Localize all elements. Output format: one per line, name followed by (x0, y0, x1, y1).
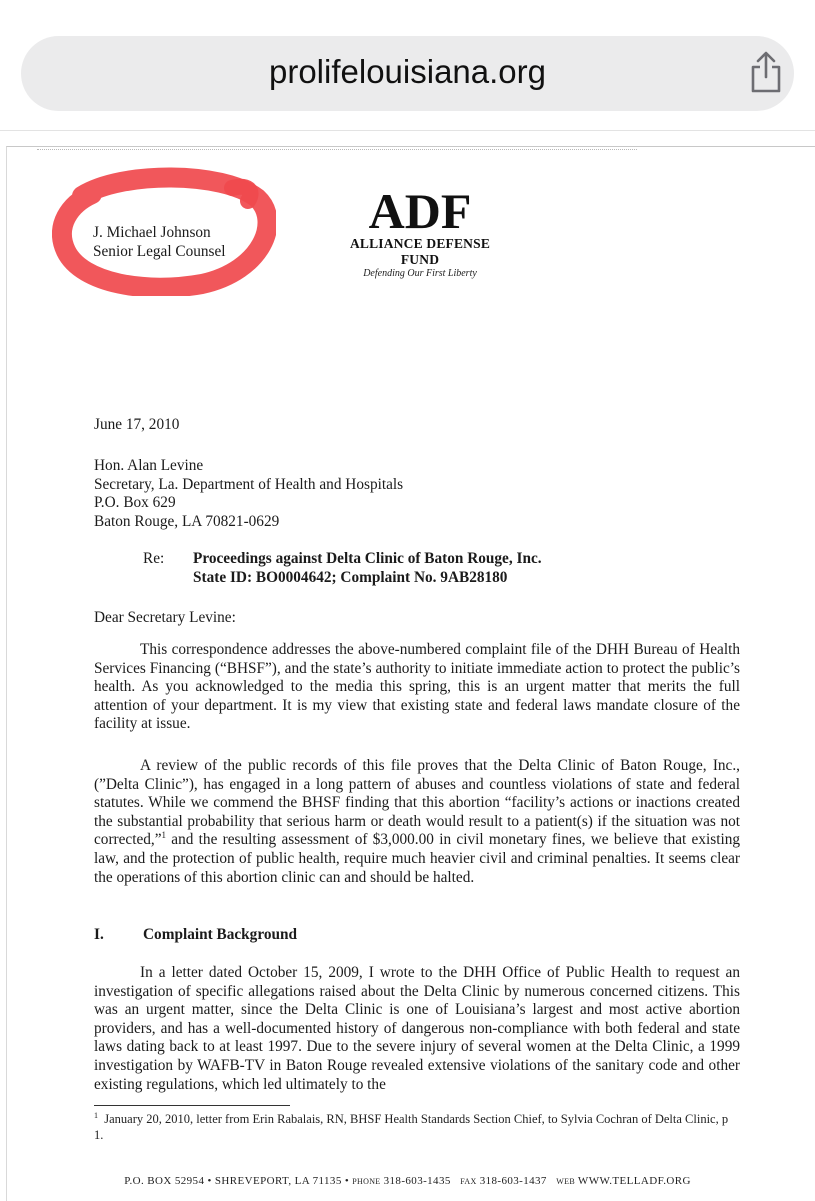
letterhead-footer (0, 1175, 815, 1187)
footer-web-label: WEB (556, 1177, 575, 1186)
paragraph-3: In a letter dated October 15, 2009, I wrote to the DHH Office of Public Health to request an investigation of specific allegations raised about the Delta Clinic by numerous concerned citizens. This was an urgent matter, since the Delta Clinic is one of Louisiana’s largest and most active abortion providers, and has a well-documented history of dangerous non-compliance with both federal and state laws dating back to at least 1997. Due to the severe injury of several women at the Delta Clinic, a 1999 investigation by WAFB-TV in Baton Rouge revealed extensive violations of the sanitary code and other existing regulations, which led ultimately to the (94, 964, 740, 1093)
browser-toolbar (0, 0, 815, 132)
footer-address: P.O. BOX 52954 • SHREVEPORT, LA 71135 • (124, 1175, 350, 1187)
paragraph-2 (94, 757, 740, 887)
url-text[interactable]: prolifelouisiana.org (268, 53, 546, 90)
footnote-number: 1 (94, 1110, 98, 1120)
re-label: Re: (143, 550, 165, 567)
re-line: Proceedings against Delta Clinic of Baton Rouge, Inc. (193, 550, 542, 567)
org-tagline: Defending Our First Liberty (363, 268, 477, 279)
recipient-address (94, 457, 403, 531)
paragraph-2-part-1: A review of the public records of this file proves that the Delta Clinic of Baton Rouge, Inc., (”Delta Clinic”), has engaged in a long pattern of abuses and countless violations of state and federal statutes. While we commend the BHSF finding that this abortion “facility’s actions or inactions created the substantial probability that serious harm or death would result to a patient(s) if the situation was not corrected,” (94, 757, 740, 849)
recipient-line: Baton Rouge, LA 70821-0629 (94, 512, 280, 530)
footnote-text: January 20, 2010, letter from Erin Rabalais, RN, BHSF Health Standards Section Chief, to Sylvia Cochran of Delta Clinic, p 1. (94, 1112, 729, 1142)
footnote-reference: 1 (161, 830, 167, 841)
footnote-rule (94, 1105, 290, 1106)
footer-fax: 318-603-1437 (479, 1175, 547, 1187)
letter-date: June 17, 2010 (94, 416, 180, 433)
recipient-line: Secretary, La. Department of Health and Hospitals (94, 475, 404, 493)
re-line: State ID: BO0004642; Complaint No. 9AB28180 (193, 568, 508, 586)
toolbar-divider (0, 130, 815, 131)
re-subject (193, 550, 542, 587)
footer-web: WWW.TELLADF.ORG (577, 1175, 691, 1187)
paragraph-2-part-2: and the resulting assessment of $3,000.00 in civil monetary fines, we believe that existing law, and the protection of public health, require much heavier civil and criminal penalties. It seems clear the operations of this abortion clinic can and should be halted. (94, 831, 740, 886)
section-number: I. (94, 926, 104, 943)
address-bar[interactable] (21, 36, 794, 111)
paragraph-1: This correspondence addresses the above-numbered complaint file of the DHH Bureau of Health Services Financing (“BHSF”), and the state’s authority to initiate immediate action to protect the public’s health. As you acknowledged to the media this spring, this is an urgent matter that merits the full attention of your department. It is my view that existing state and federal laws mandate closure of the facility at issue. (94, 641, 740, 733)
author-name: J. Michael Johnson (93, 224, 211, 241)
adf-logo-letters: ADF (368, 186, 472, 234)
author-title: Senior Legal Counsel (93, 242, 226, 260)
footer-fax-label: FAX (460, 1177, 477, 1186)
org-name: ALLIANCE DEFENSE FUND (349, 236, 491, 267)
section-title: Complaint Background (143, 926, 297, 943)
footer-phone: 318-603-1435 (383, 1175, 451, 1187)
share-icon[interactable] (746, 50, 786, 94)
adf-logo-mark (365, 186, 475, 234)
recipient-line: Hon. Alan Levine (94, 457, 204, 474)
recipient-line: P.O. Box 629 (94, 494, 176, 512)
salutation: Dear Secretary Levine: (94, 609, 236, 626)
section-heading (94, 926, 297, 945)
letterhead-author (93, 224, 226, 261)
scan-artifact (37, 149, 637, 154)
adf-logo (330, 186, 510, 279)
footnote (94, 1111, 740, 1143)
footer-phone-label: PHONE (352, 1177, 381, 1186)
